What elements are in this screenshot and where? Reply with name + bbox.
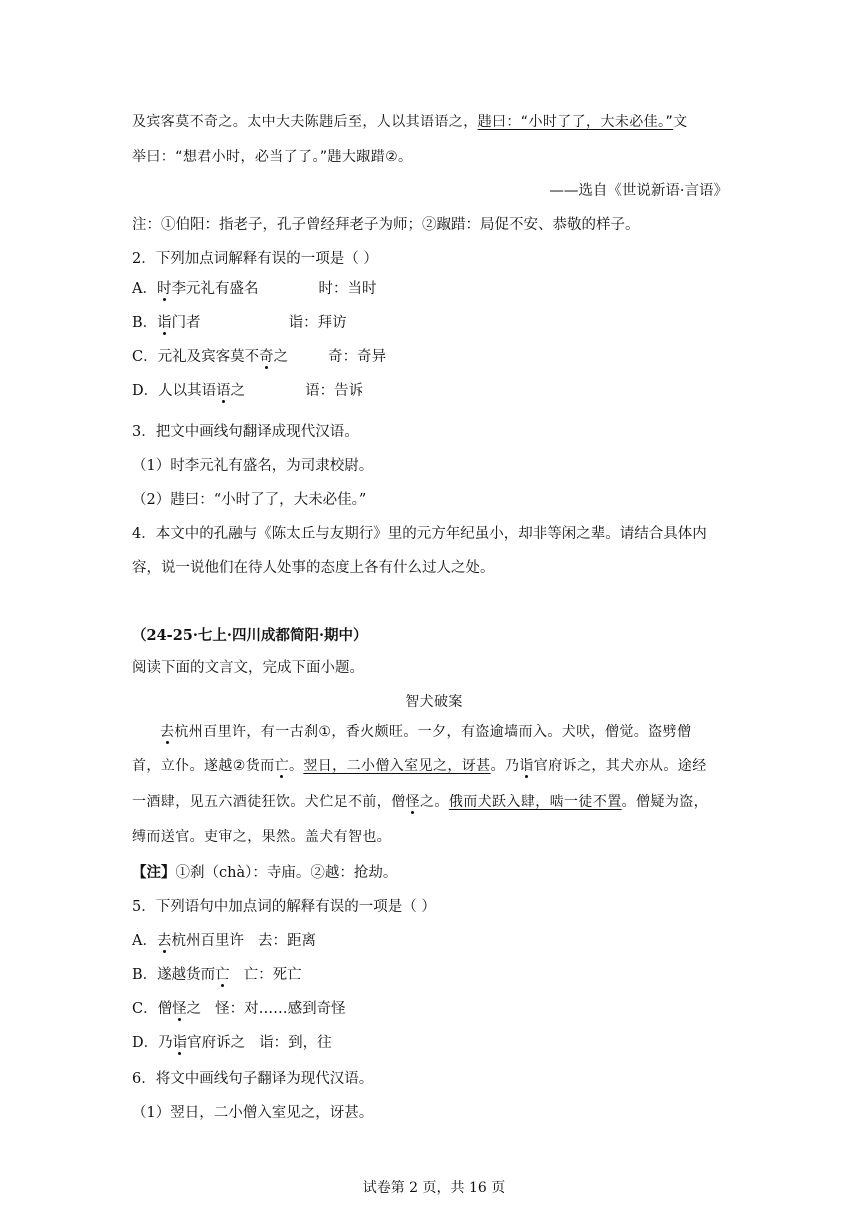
- dotted-word: 诣: [157, 315, 172, 331]
- dotted-word: 时: [156, 281, 172, 297]
- reading-instruction: 阅读下面的文言文，完成下面小题。: [132, 660, 364, 676]
- dotted-word: 怪: [405, 794, 421, 810]
- question-3-item-1: （1）时李元礼有盛名，为司隶校尉。: [132, 458, 374, 474]
- option-b: B．遂越货而亡 亡：死亡: [132, 967, 302, 983]
- underlined-sentence: 韪曰：“小时了了，大未必佳。”: [477, 114, 674, 130]
- question-4-line-2: 容，说一说他们在待人处事的态度上各有什么过人之处。: [132, 560, 495, 576]
- question-5: 5．下列语句中加点词的解释有误的一项是（ ）: [132, 899, 436, 915]
- passage-line: 缚而送官。吏审之，果然。盖犬有智也。: [132, 829, 392, 845]
- dotted-word: 亡: [274, 758, 289, 774]
- question-6-item-1: （1）翌日，二小僧入室见之，讶甚。: [132, 1105, 374, 1121]
- section-heading: （24-25·七上·四川成都简阳·期中）: [132, 627, 368, 644]
- option-a: A．去杭州百里许 去：距离: [132, 933, 316, 949]
- passage-line: 去杭州百里许，有一古刹①，香火颇旺。一夕，有盗逾墙而入。犬吠，僧觉。盗劈僧: [160, 724, 692, 740]
- option-b: B．诣门者 诣：拜访: [132, 315, 347, 331]
- question-3: 3．把文中画线句翻译成现代汉语。: [132, 424, 359, 440]
- dotted-word: 去: [156, 933, 172, 949]
- source-citation: ——选自《世说新语·言语》: [549, 183, 728, 199]
- dotted-word: 诣: [172, 1035, 188, 1051]
- option-c: C．元礼及宾客莫不奇之 奇：奇异: [132, 349, 387, 365]
- annotation-note: 注：①伯阳：指老子，孔子曾经拜老子为师；②踧踖：局促不安、恭敬的样子。: [132, 217, 640, 233]
- option-a: A．时李元礼有盛名 时：当时: [132, 281, 377, 297]
- dotted-word: 奇: [259, 349, 274, 365]
- underlined-sentence: 翌日，二小僧入室见之，讶甚: [303, 758, 491, 774]
- option-d: D．乃诣官府诉之 诣：到，往: [132, 1035, 332, 1051]
- passage-title: 智犬破案: [405, 694, 463, 710]
- passage-line: 及宾客莫不奇之。太中大夫陈韪后至，人以其语语之，韪曰：“小时了了，大未必佳。”文: [132, 114, 688, 130]
- question-2: 2．下列加点词解释有误的一项是（ ）: [132, 251, 378, 267]
- question-4: 4．本文中的孔融与《陈太丘与友期行》里的元方年纪虽小，却非等闲之辈。请结合具体内: [132, 526, 707, 542]
- option-d: D．人以其语语之 语：告诉: [132, 383, 364, 399]
- page-footer: 试卷第 2 页，共 16 页: [362, 1180, 506, 1196]
- underlined-sentence: 俄而犬跃入肆，啮一徒不置: [448, 794, 622, 810]
- dotted-word: 诣: [519, 758, 534, 774]
- dotted-word: 亡: [215, 967, 230, 983]
- dotted-word: 怪: [172, 1001, 187, 1017]
- passage-line: 首，立仆。遂越②货而亡。翌日，二小僧入室见之，讶甚。乃诣官府诉之，其犬亦从。途经: [132, 758, 707, 774]
- option-c: C．僧怪之 怪：对……感到奇怪: [132, 1001, 346, 1017]
- passage-line: 举曰：“想君小时，必当了了。”韪大踧踖②。: [132, 149, 413, 165]
- question-6: 6．将文中画线句子翻译为现代汉语。: [132, 1071, 374, 1087]
- dotted-word: 去: [160, 724, 175, 740]
- annotation-note: 【注】①刹（chà）：寺庙。②越：抢劫。: [132, 864, 398, 881]
- dotted-word: 语: [216, 383, 231, 399]
- question-3-item-2: （2）韪曰：“小时了了，大未必佳。”: [132, 492, 367, 508]
- passage-line: 一酒肆，见五六酒徒狂饮。犬伫足不前，僧怪之。俄而犬跃入肆，啮一徒不置。僧疑为盗，: [132, 794, 709, 810]
